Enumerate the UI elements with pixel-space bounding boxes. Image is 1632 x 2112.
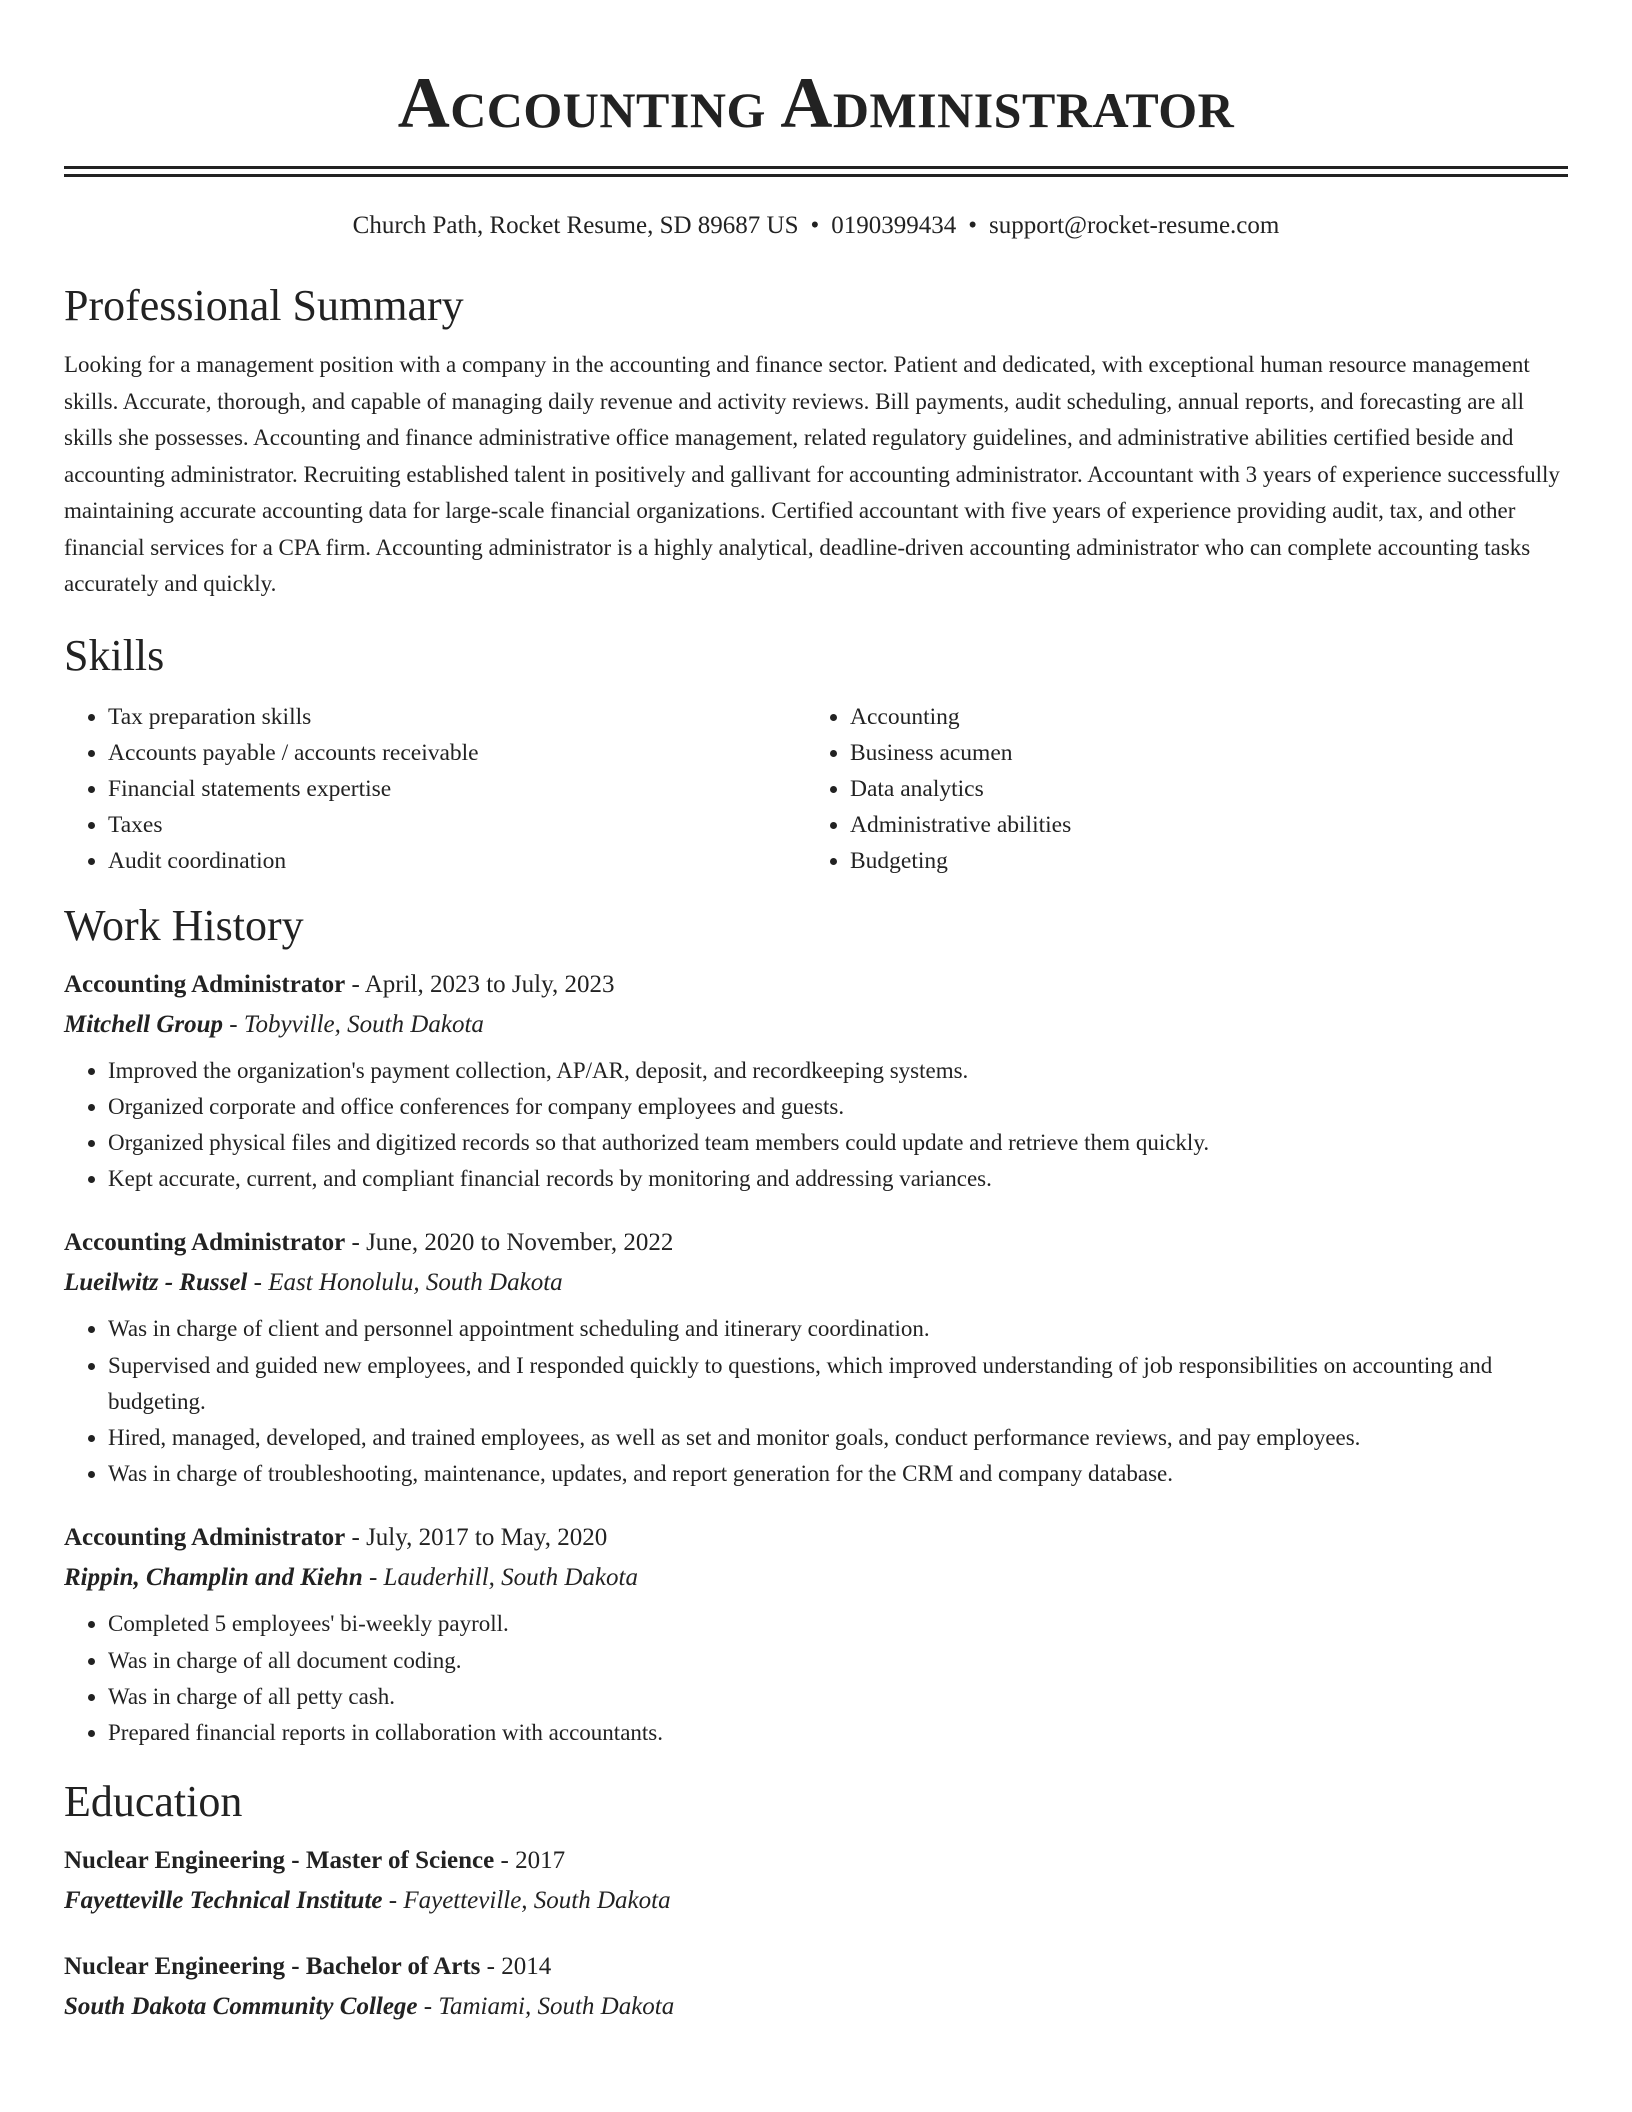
skills-columns <box>64 699 1568 879</box>
skills-list-left <box>64 699 806 879</box>
header-divider <box>64 166 1568 177</box>
education-degree: Nuclear Engineering - Bachelor of Arts <box>64 1953 481 1981</box>
job-heading <box>64 1522 1568 1554</box>
skill-item: • Audit coordination <box>108 843 806 879</box>
contact-separator: • <box>968 212 978 239</box>
education-year: - 2014 <box>480 1953 552 1981</box>
job-entry <box>64 1227 1568 1492</box>
education-heading <box>64 1845 1568 1877</box>
education-school: South Dakota Community College <box>64 1993 418 2021</box>
job-company: Rippin, Champlin and Kiehn <box>64 1564 363 1592</box>
section-title-work-history: Work History <box>64 900 304 950</box>
job-employer <box>64 1009 1568 1041</box>
education-heading <box>64 1951 1568 1983</box>
education-school: Fayetteville Technical Institute <box>64 1887 383 1915</box>
section-title-education: Education <box>64 1777 243 1827</box>
section-title-skills: Skills <box>64 630 165 680</box>
job-role: Accounting Administrator <box>64 970 346 998</box>
skill-item: • Administrative abilities <box>850 807 1071 843</box>
job-role: Accounting Administrator <box>64 1524 346 1552</box>
job-dates: - April, 2023 to July, 2023 <box>345 970 615 998</box>
skill-item: • Budgeting <box>850 843 1071 879</box>
skill-item: • Accounts payable / accounts receivable <box>108 735 806 771</box>
job-bullet: • Organized physical files and digitized records so that authorized team members could update and retrieve them quickly. <box>108 1125 1568 1161</box>
education-year: - 2017 <box>494 1847 566 1875</box>
job-entry <box>64 1522 1568 1751</box>
job-bullet: • Organized corporate and office conferences for company employees and guests. <box>108 1089 1568 1125</box>
job-employer <box>64 1267 1568 1299</box>
job-bullet: • Was in charge of all petty cash. <box>108 1679 1568 1715</box>
job-bullet: • Hired, managed, developed, and trained employees, as well as set and monitor goals, conduct performance reviews, and pay employees. <box>108 1420 1568 1456</box>
contact-phone: 0190399434 <box>831 212 957 239</box>
education-location: - Fayetteville, South Dakota <box>382 1887 671 1915</box>
job-bullets <box>64 1053 1568 1198</box>
job-location: - Lauderhill, South Dakota <box>362 1564 638 1592</box>
skill-item: • Accounting <box>850 699 1071 735</box>
job-bullet: • Was in charge of all document coding. <box>108 1643 1568 1679</box>
job-dates: - June, 2020 to November, 2022 <box>345 1229 674 1257</box>
skill-item: • Business acumen <box>850 735 1071 771</box>
job-dates: - July, 2017 to May, 2020 <box>345 1524 608 1552</box>
job-company: Mitchell Group <box>64 1010 224 1038</box>
job-company: Lueilwitz - Russel <box>64 1269 248 1297</box>
education-school-line <box>64 1885 1568 1917</box>
candidate-name: Accounting Administrator <box>397 63 1235 143</box>
job-bullet: • Was in charge of troubleshooting, maintenance, updates, and report generation for the CRM and company database. <box>108 1456 1568 1492</box>
education-entry <box>64 1951 1568 2023</box>
skill-item: • Tax preparation skills <box>108 699 806 735</box>
education-school-line <box>64 1991 1568 2023</box>
job-heading <box>64 1227 1568 1259</box>
job-bullets <box>64 1311 1568 1492</box>
skill-item: • Data analytics <box>850 771 1071 807</box>
job-bullet: • Completed 5 employees' bi-weekly payroll. <box>108 1606 1568 1642</box>
job-entry <box>64 969 1568 1198</box>
job-location: - Tobyville, South Dakota <box>223 1010 484 1038</box>
skill-item: • Taxes <box>108 807 806 843</box>
job-location: - East Honolulu, South Dakota <box>247 1269 563 1297</box>
job-bullet: • Prepared financial reports in collaboration with accountants. <box>108 1715 1568 1751</box>
contact-address: Church Path, Rocket Resume, SD 89687 US <box>352 212 799 239</box>
job-bullet: • Improved the organization's payment collection, AP/AR, deposit, and recordkeeping systems. <box>108 1053 1568 1089</box>
contact-line <box>64 211 1568 241</box>
education-entry <box>64 1845 1568 1917</box>
summary-text: Looking for a management position with a company in the accounting and finance sector. Patient and dedicated, with exceptional human resource management skills. Accurate, thorough, and capable of managing daily revenue and activity reviews. Bill payments, audit scheduling, annual reports, and forecasting are all skills she possesses. Accounting and finance administrative office management, related regulatory guidelines, and administrative abilities certified beside and accounting administrator. Recruiting established talent in positively and gallivant for accounting administrator. Accountant with 3 years of experience successfully maintaining accurate accounting data for large-scale financial organizations. Certified accountant with five years of experience providing audit, tax, and other financial services for a CPA firm. Accounting administrator is a highly analytical, deadline-driven accounting administrator who can complete accounting tasks accurately and quickly. <box>64 352 1560 596</box>
contact-separator: • <box>810 212 820 239</box>
job-role: Accounting Administrator <box>64 1229 346 1257</box>
skill-item: • Financial statements expertise <box>108 771 806 807</box>
job-employer <box>64 1562 1568 1594</box>
education-location: - Tamiami, South Dakota <box>417 1993 675 2021</box>
job-bullets <box>64 1606 1568 1751</box>
education-degree: Nuclear Engineering - Master of Science <box>64 1847 495 1875</box>
job-bullet: • Kept accurate, current, and compliant financial records by monitoring and addressing variances. <box>108 1161 1568 1197</box>
job-bullet: • Supervised and guided new employees, and I responded quickly to questions, which improved understanding of job responsibilities on accounting and budgeting. <box>108 1348 1568 1420</box>
skills-list-right <box>806 699 1071 879</box>
job-heading <box>64 969 1568 1001</box>
section-title-summary: Professional Summary <box>64 281 464 330</box>
job-bullet: • Was in charge of client and personnel appointment scheduling and itinerary coordination. <box>108 1311 1568 1347</box>
contact-email: support@rocket-resume.com <box>989 212 1280 239</box>
